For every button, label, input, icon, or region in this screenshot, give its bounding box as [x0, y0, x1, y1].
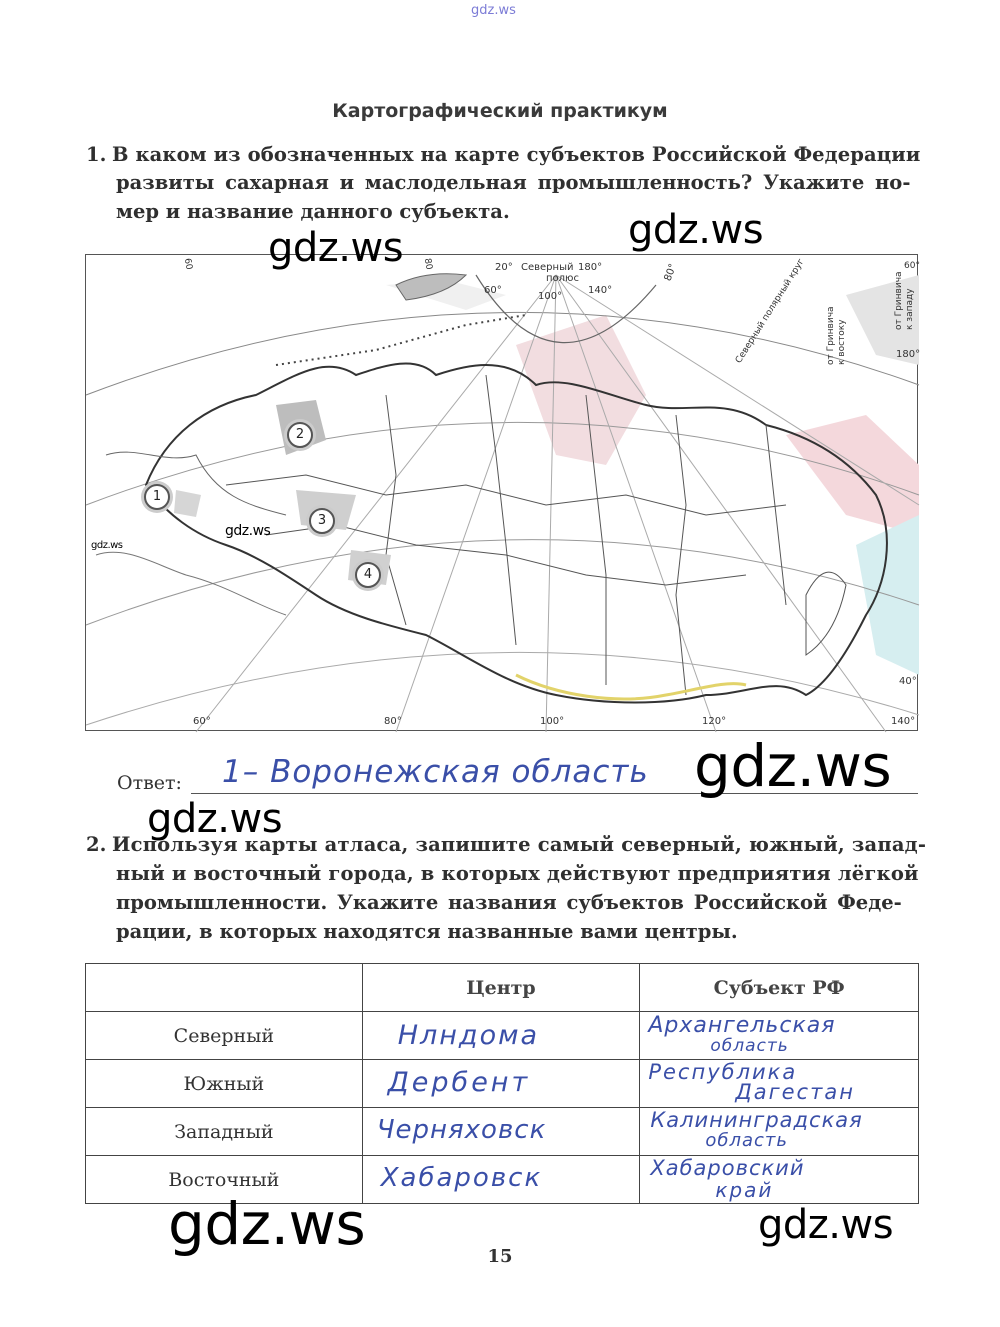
map-label-bottom-140: 140° — [891, 716, 916, 727]
map-label-140: 140° — [588, 285, 613, 296]
task2-line: рации, в которых находятся названные вами центры. — [116, 920, 738, 943]
cities-table — [85, 963, 919, 1204]
region-marker-4: 4 — [355, 562, 381, 588]
subject-handwriting: Архангельская — [648, 1013, 836, 1038]
region-marker-2: 2 — [287, 422, 313, 448]
center-cell — [362, 1012, 640, 1060]
map-label-east-line: к востоку — [837, 319, 847, 365]
subject-handwriting: область — [705, 1130, 788, 1151]
map-label-west-line: к западу — [905, 288, 915, 330]
map-label-60b: 60° — [904, 261, 920, 271]
subject-handwriting: Дагестан — [735, 1080, 855, 1104]
subject-cell — [640, 1012, 919, 1060]
table-header-cell — [86, 964, 363, 1012]
map-label-arctic-circle: Северный полярный круг — [734, 257, 807, 366]
map-label-bottom-60: 60° — [193, 716, 211, 727]
map-right-watermark: gdz.ws — [628, 207, 764, 253]
row-label: Южный — [86, 1060, 363, 1108]
subject-cell — [640, 1108, 919, 1156]
task2-line: ный и восточный города, в которых действуют предприятия лёгкой — [116, 862, 919, 885]
map-label-bottom-100: 100° — [540, 716, 565, 727]
subject-handwriting: Калининградская — [650, 1108, 863, 1132]
task2-line: Используя карты атласа, запишите самый северный, южный, запад- — [112, 833, 927, 856]
map-figure — [85, 254, 921, 731]
map-label-20: 20° — [495, 262, 513, 273]
table-row — [86, 1060, 919, 1108]
table-header-row — [86, 964, 919, 1012]
map-label-180: 180° — [578, 262, 603, 273]
center-cell — [362, 1060, 640, 1108]
subject-cell — [640, 1060, 919, 1108]
map-label-pole: Северный — [521, 262, 574, 273]
map-label-pole2: полюс — [546, 273, 579, 284]
center-handwriting: Черняховск — [376, 1115, 547, 1145]
subject-handwriting: Республика — [648, 1060, 798, 1084]
subject-handwriting: область — [710, 1036, 789, 1056]
map-label-60: 60° — [484, 285, 502, 296]
map-label-west — [894, 271, 916, 330]
task2-number: 2. — [86, 833, 107, 856]
map-label-80: 80° — [662, 262, 680, 283]
map-label-east — [826, 306, 848, 365]
task2-text — [86, 830, 926, 950]
task1-line: мер и название данного субъекта. — [116, 200, 510, 223]
map-label-bottom-120: 120° — [702, 716, 727, 727]
region-marker-1: 1 — [144, 484, 170, 510]
table-row — [86, 1012, 919, 1060]
answer-left-watermark: gdz.ws — [147, 796, 283, 842]
task1-number: 1. — [86, 143, 107, 166]
map-tiny-watermark: gdz.ws — [91, 540, 123, 551]
task1-line: развиты сахарная и маслодельная промышленность? Укажите но- — [116, 171, 911, 194]
task1-text — [86, 140, 926, 230]
map-label-west-line: от Гринвича — [894, 271, 904, 330]
subject-handwriting: край — [715, 1178, 774, 1202]
top-watermark: gdz.ws — [471, 3, 516, 18]
table-header-cell: Центр — [362, 964, 640, 1012]
center-cell — [362, 1108, 640, 1156]
bottom-left-watermark: gdz.ws — [168, 1190, 366, 1258]
center-handwriting: Нлндома — [397, 1020, 540, 1051]
table-row — [86, 1108, 919, 1156]
map-label-east-line: от Гринвича — [826, 306, 836, 365]
map-label-bottom-80: 80° — [384, 716, 402, 727]
map-label-100: 100° — [538, 291, 563, 302]
map-inner-watermark: gdz.ws — [225, 523, 271, 539]
row-label: Северный — [86, 1012, 363, 1060]
subject-cell — [640, 1156, 919, 1204]
task1-line: В каком из обозначенных на карте субъектов Российской Федерации — [112, 143, 921, 166]
answer-handwriting: 1– Воронежская область — [222, 754, 649, 790]
answer-right-watermark: gdz.ws — [694, 732, 892, 800]
bottom-right-watermark: gdz.ws — [758, 1202, 894, 1248]
map-label-left-80: 80 — [421, 257, 434, 271]
center-cell — [362, 1156, 640, 1204]
region-marker-3: 3 — [309, 508, 335, 534]
page-number: 15 — [487, 1246, 513, 1267]
center-handwriting: Дербент — [387, 1067, 531, 1098]
center-handwriting: Хабаровск — [380, 1163, 543, 1193]
russia-outline-map — [86, 255, 919, 732]
task2-line: промышленности. Укажите названия субъектов Российской Феде- — [116, 891, 902, 914]
map-label-180b: 180° — [896, 349, 921, 360]
map-label-right-40: 40° — [899, 676, 917, 687]
map-left-watermark: gdz.ws — [268, 225, 404, 271]
answer-label: Ответ: — [117, 772, 182, 794]
row-label: Восточный — [86, 1156, 363, 1204]
map-label-left-60: 60 — [181, 257, 194, 271]
page-heading: Картографический практикум — [332, 100, 668, 122]
row-label: Западный — [86, 1108, 363, 1156]
table-header-cell: Субъект РФ — [640, 964, 919, 1012]
subject-handwriting: Хабаровский — [650, 1156, 805, 1180]
